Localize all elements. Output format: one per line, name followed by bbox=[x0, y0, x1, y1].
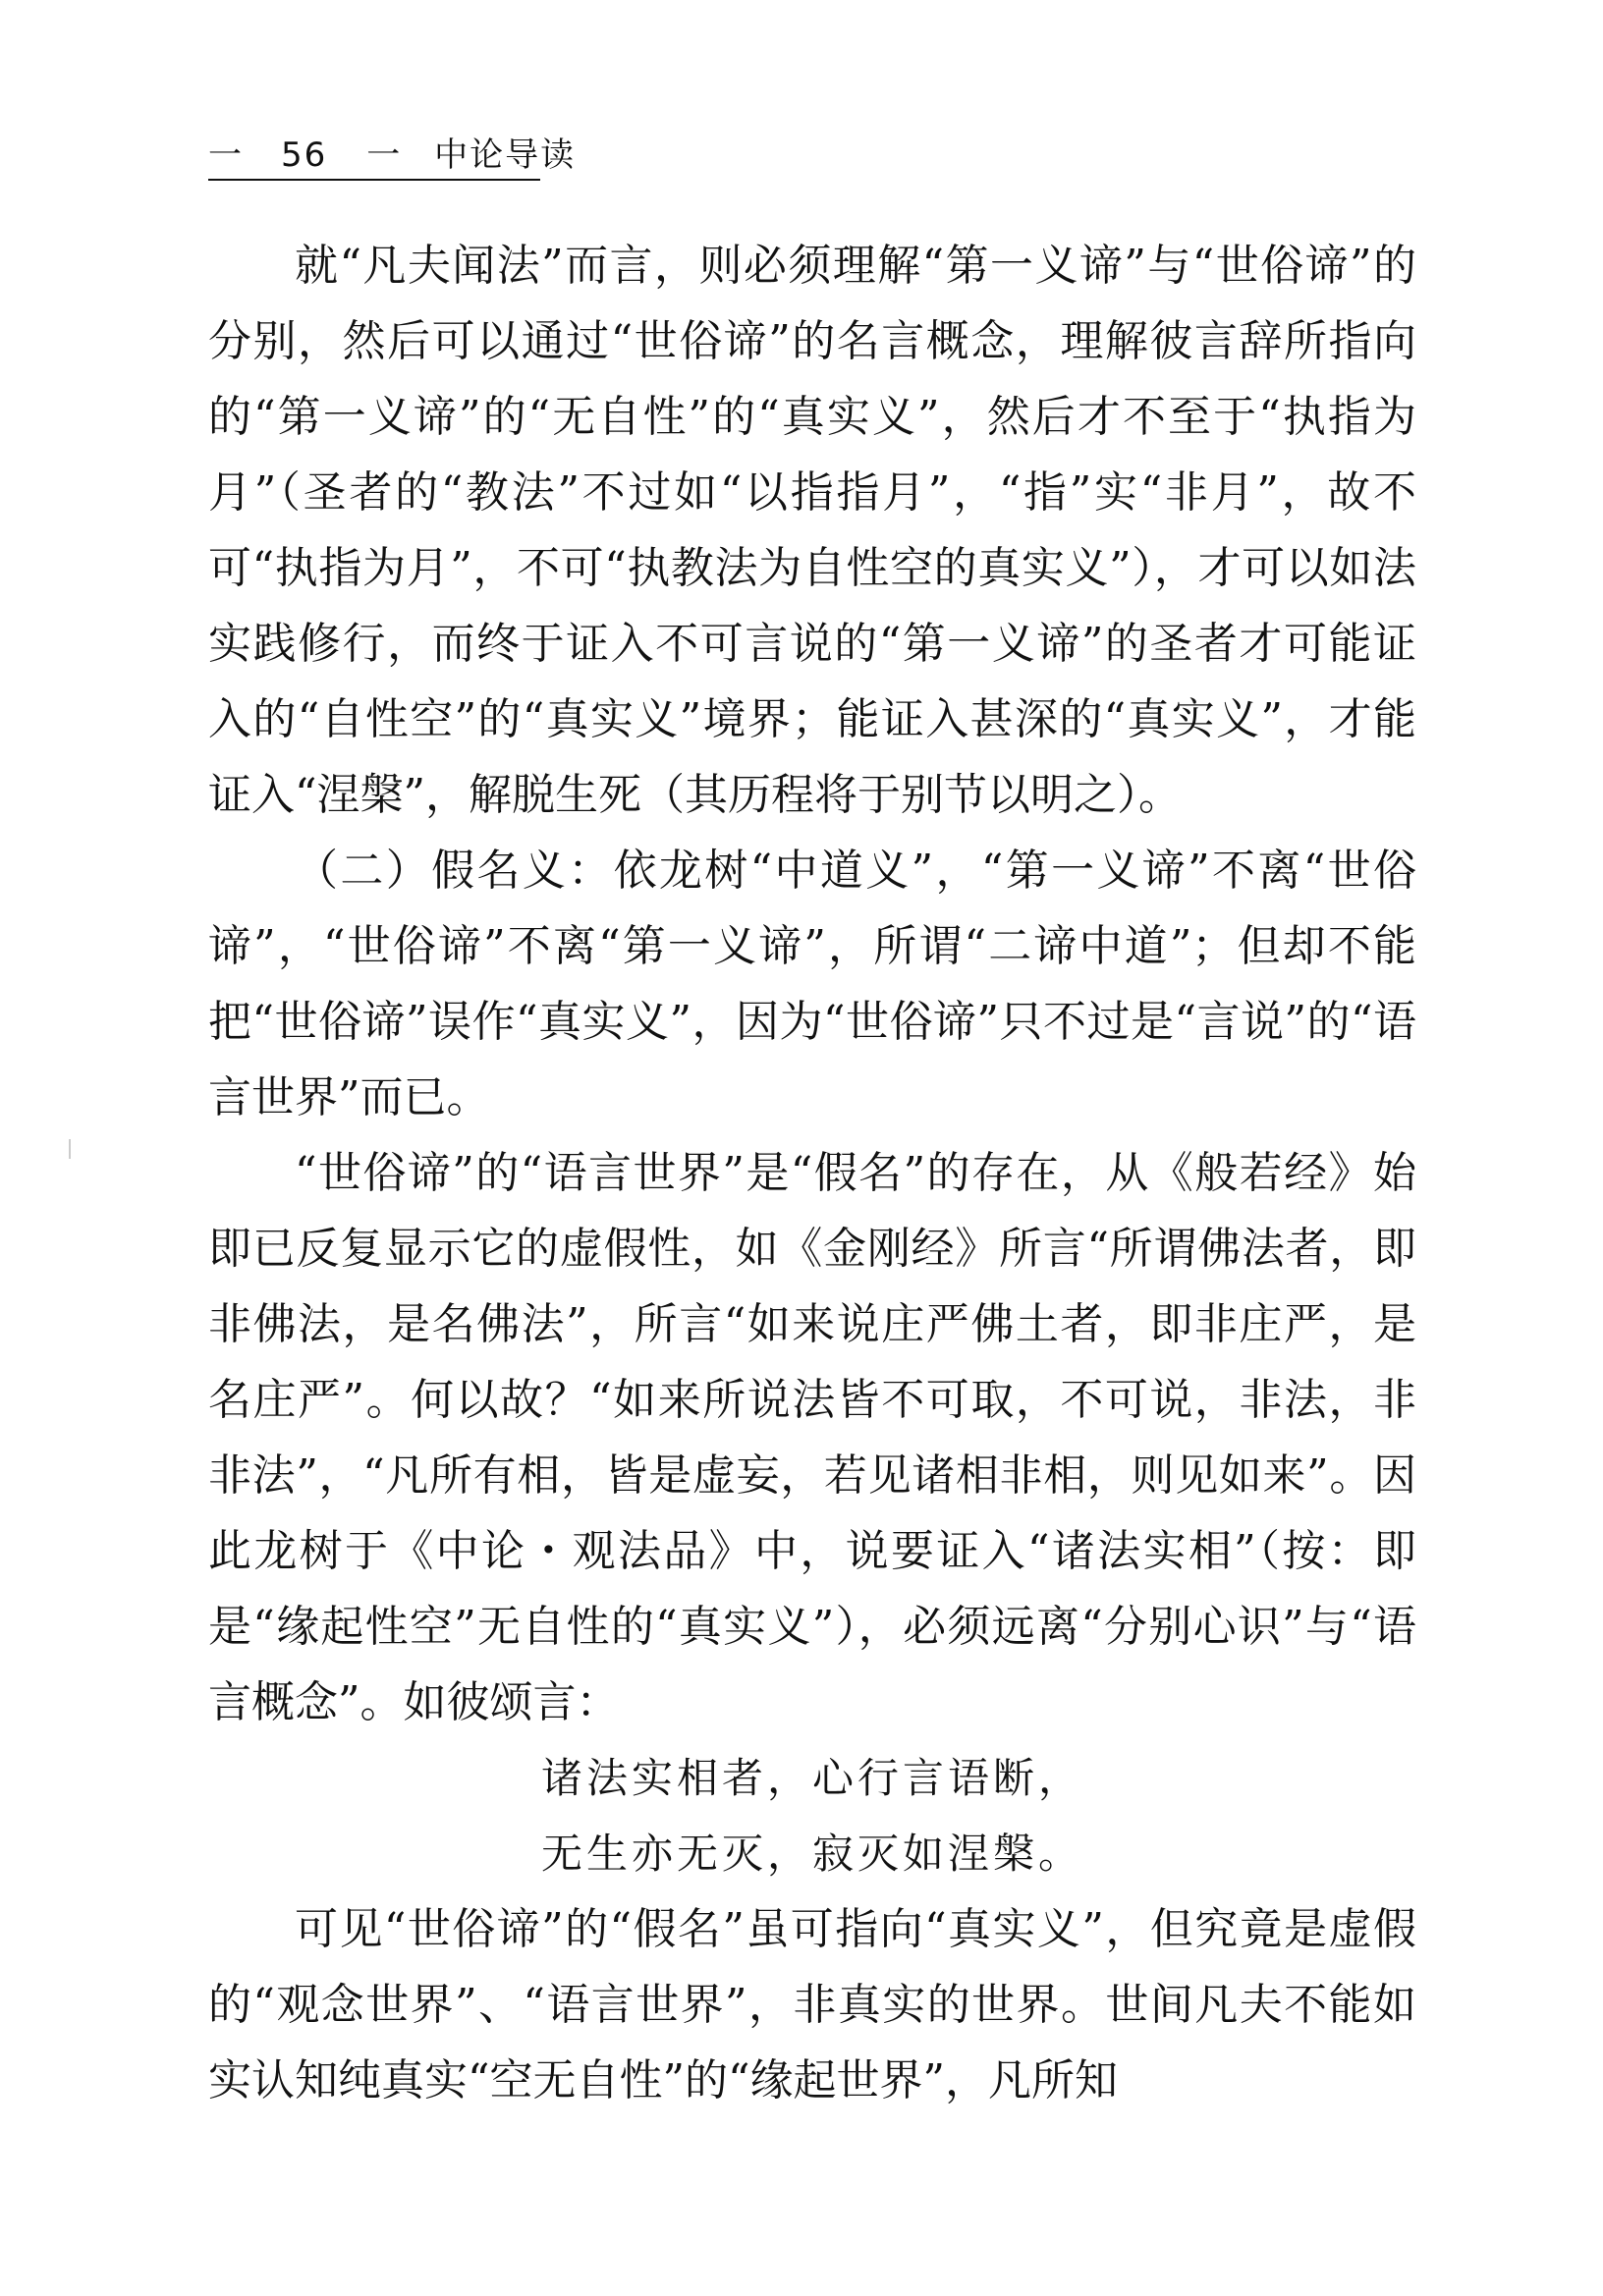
scan-artifact bbox=[69, 1139, 71, 1159]
header-dash: 一 bbox=[208, 136, 244, 175]
verse-line: 无生亦无灭，寂灭如涅槃。 bbox=[540, 1830, 1083, 1878]
paragraph: “世俗谛”的“语言世界”是“假名”的存在，从《般若经》始即已反复显示它的虚假性，如《金刚经》所言“所谓佛法者，即非佛法，是名佛法”，所言“如来说庄严佛土者，即非庄严，是名庄严”。何以故？“如来所说法皆不可取，不可说，非法，非非法”，“凡所有相，皆是虚妄，若见诸相非相，则见如来”。因此龙树于《中论・观法品》中，说要证入“诸法实相”（按：即是“缘起性空”无自性的“真实义”），必须远离“分别心识”与“语言概念”。如彼颂言： bbox=[208, 1148, 1416, 1727]
body-text bbox=[208, 228, 1416, 2118]
header-dash: 一 bbox=[366, 136, 403, 175]
header-rule bbox=[208, 179, 540, 181]
page-number: 56 bbox=[281, 136, 328, 175]
paragraph: 就“凡夫闻法”而言，则必须理解“第一义谛”与“世俗谛”的分别，然后可以通过“世俗谛”的名言概念，理解彼言辞所指向的“第一义谛”的“无自性”的“真实义”，然后才不至于“执指为月”（圣者的“教法”不过如“以指指月”，“指”实“非月”，故不可“执指为月”，不可“执教法为自性空的真实义”），才可以如法实践修行，而终于证入不可言说的“第一义谛”的圣者才可能证入的“自性空”的“真实义”境界；能证入甚深的“真实义”，才能证入“涅槃”，解脱生死（其历程将于别节以明之）。 bbox=[208, 241, 1416, 820]
book-title: 中论导读 bbox=[434, 136, 577, 175]
running-header bbox=[208, 128, 576, 176]
paragraph: （二）假名义：依龙树“中道义”，“第一义谛”不离“世俗谛”，“世俗谛”不离“第一义谛”，所谓“二谛中道”；但却不能把“世俗谛”误作“真实义”，因为“世俗谛”只不过是“言说”的“语言世界”而已。 bbox=[208, 846, 1416, 1122]
paragraph: 可见“世俗谛”的“假名”虽可指向“真实义”，但究竟是虚假的“观念世界”、“语言世界”，非真实的世界。世间凡夫不能如实认知纯真实“空无自性”的“缘起世界”，凡所知 bbox=[208, 1904, 1416, 2105]
verse-line: 诸法实相者，心行言语断， bbox=[540, 1754, 1083, 1802]
